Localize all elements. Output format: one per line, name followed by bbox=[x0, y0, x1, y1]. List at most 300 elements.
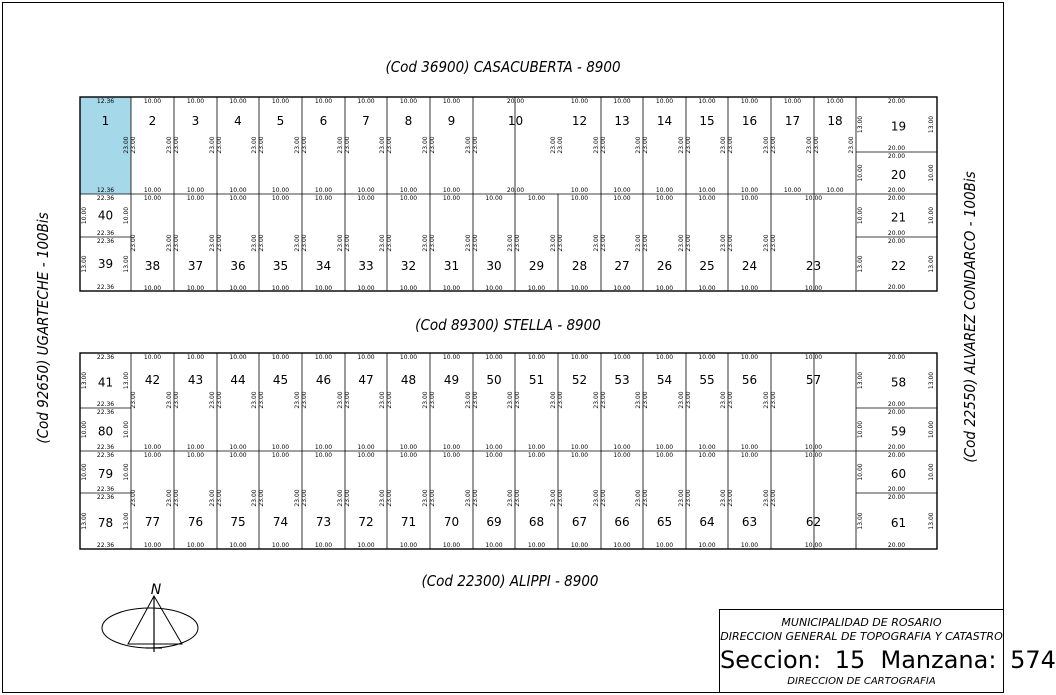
dimension-label: 20.00 bbox=[506, 187, 525, 194]
dimension-label: 23.00 bbox=[678, 391, 685, 409]
dimension-label: 10.00 bbox=[314, 98, 333, 105]
dimension-label: 23.00 bbox=[763, 489, 770, 507]
dimension-label: 10.00 bbox=[928, 420, 935, 439]
dimension-label: 22.36 bbox=[96, 284, 115, 291]
dimension-label: 23.00 bbox=[635, 489, 642, 507]
dimension-label: 10.00 bbox=[928, 463, 935, 481]
lot-number: 74 bbox=[272, 515, 289, 529]
lot-number: 67 bbox=[571, 515, 588, 529]
dimension-label: 10.00 bbox=[527, 354, 546, 361]
dimension-label: 23.00 bbox=[173, 489, 180, 507]
dimension-label: 10.00 bbox=[485, 195, 503, 202]
dimension-label: 20.00 bbox=[887, 238, 906, 245]
dimension-label: 23.00 bbox=[550, 136, 557, 154]
dimension-label: 23.00 bbox=[166, 391, 173, 409]
manzana-value: 574 bbox=[1010, 646, 1056, 674]
dimension-label: 10.00 bbox=[698, 452, 716, 459]
lot-number: 13 bbox=[614, 114, 630, 128]
lot-number: 3 bbox=[191, 114, 200, 128]
dimension-label: 10.00 bbox=[186, 195, 205, 202]
lot-number: 38 bbox=[144, 259, 161, 273]
dimension-label: 23.00 bbox=[216, 391, 223, 409]
dimension-label: 23.00 bbox=[678, 489, 685, 507]
dimension-label: 10.00 bbox=[485, 452, 503, 459]
dimension-label: 23.00 bbox=[258, 136, 265, 154]
dimension-label: 10.00 bbox=[314, 354, 333, 361]
lot-number: 66 bbox=[614, 515, 630, 529]
seccion-label: Seccion: bbox=[720, 646, 822, 674]
dimension-label: 12.36 bbox=[96, 187, 115, 194]
lot-number: 7 bbox=[362, 114, 370, 128]
dimension-label: 23.00 bbox=[344, 136, 351, 154]
dimension-label: 10.00 bbox=[271, 187, 290, 194]
dimension-label: 10.00 bbox=[186, 452, 205, 459]
lot-number: 55 bbox=[699, 373, 715, 387]
dimension-label: 13.00 bbox=[928, 371, 935, 390]
dimension-label: 10.00 bbox=[442, 187, 461, 194]
lot-number: 62 bbox=[805, 515, 822, 529]
compass-n-label: N bbox=[150, 582, 162, 598]
dimension-label: 23.00 bbox=[344, 391, 351, 409]
lot-number: 52 bbox=[571, 373, 588, 387]
dimension-label: 10.00 bbox=[442, 542, 461, 549]
dimension-label: 23.00 bbox=[209, 234, 216, 252]
dimension-label: 23.00 bbox=[465, 234, 472, 252]
dimension-label: 20.00 bbox=[887, 452, 906, 459]
dimension-label: 10.00 bbox=[271, 195, 290, 202]
dimension-label: 22.36 bbox=[96, 409, 115, 416]
lot-number: 34 bbox=[315, 259, 332, 273]
dimension-label: 10.00 bbox=[527, 444, 546, 451]
lot-number: 18 bbox=[827, 114, 843, 128]
lot-number: 37 bbox=[187, 259, 204, 273]
dimension-label: 23.00 bbox=[635, 234, 642, 252]
north-arrow bbox=[102, 582, 198, 652]
dimension-label: 10.00 bbox=[804, 542, 823, 549]
lot-number: 48 bbox=[400, 373, 417, 387]
lot-number: 72 bbox=[358, 515, 374, 529]
dimension-label: 23.00 bbox=[763, 391, 770, 409]
dimension-label: 10.00 bbox=[740, 354, 759, 361]
lot-number: 26 bbox=[656, 259, 673, 273]
dimension-label: 23.00 bbox=[635, 136, 642, 154]
dimension-label: 20.00 bbox=[887, 409, 906, 416]
dimension-label: 22.36 bbox=[96, 401, 115, 408]
dimension-label: 22.36 bbox=[96, 230, 115, 237]
dimension-label: 13.00 bbox=[928, 512, 935, 530]
block-top bbox=[80, 97, 937, 292]
dimension-label: 23.00 bbox=[301, 234, 308, 252]
dimension-label: 23.00 bbox=[593, 136, 600, 154]
dimension-label: 23.00 bbox=[173, 234, 180, 252]
dimension-label: 23.00 bbox=[770, 391, 777, 409]
dimension-label: 23.00 bbox=[173, 391, 180, 409]
dimension-label: 10.00 bbox=[186, 98, 205, 105]
dimension-label: 23.00 bbox=[507, 391, 514, 409]
dimension-label: 10.00 bbox=[485, 542, 503, 549]
dimension-label: 23.00 bbox=[514, 391, 521, 409]
dimension-label: 23.00 bbox=[209, 391, 216, 409]
dimension-label: 23.00 bbox=[685, 489, 692, 507]
dimension-label: 23.00 bbox=[763, 136, 770, 154]
dimension-label: 22.36 bbox=[96, 486, 115, 493]
dimension-label: 23.00 bbox=[472, 234, 479, 252]
dimension-label: 20.00 bbox=[887, 195, 906, 202]
dimension-label: 23.00 bbox=[642, 136, 649, 154]
dimension-label: 10.00 bbox=[186, 187, 205, 194]
lot-number: 28 bbox=[571, 259, 588, 273]
dimension-label: 10.00 bbox=[123, 206, 130, 225]
dimension-label: 23.00 bbox=[727, 391, 734, 409]
dimension-label: 10.00 bbox=[399, 187, 418, 194]
dimension-label: 23.00 bbox=[301, 391, 308, 409]
dimension-label: 10.00 bbox=[314, 285, 333, 292]
dimension-label: 10.00 bbox=[613, 187, 631, 194]
dimension-label: 13.00 bbox=[123, 371, 130, 390]
lot-number: 50 bbox=[486, 373, 502, 387]
dimension-label: 23.00 bbox=[379, 136, 386, 154]
dimension-label: 10.00 bbox=[399, 542, 418, 549]
dimension-label: 10.00 bbox=[229, 542, 247, 549]
dimension-label: 10.00 bbox=[698, 354, 716, 361]
dimension-label: 23.00 bbox=[685, 136, 692, 154]
dimension-label: 23.00 bbox=[209, 136, 216, 154]
street-middle-label: (Cod 89300) STELLA - 8900 bbox=[415, 316, 601, 334]
lot-number: 22 bbox=[890, 259, 907, 273]
dimension-label: 10.00 bbox=[804, 195, 823, 202]
lot-number: 39 bbox=[97, 257, 114, 271]
dimension-label: 23.00 bbox=[770, 234, 777, 252]
dimension-label: 10.00 bbox=[229, 285, 247, 292]
lot-number: 70 bbox=[443, 515, 460, 529]
dimension-label: 23.00 bbox=[130, 234, 137, 252]
dimension-label: 20.00 bbox=[887, 542, 906, 549]
lot-number: 47 bbox=[358, 373, 374, 387]
dimension-label: 10.00 bbox=[442, 444, 461, 451]
dimension-label: 23.00 bbox=[685, 391, 692, 409]
dimension-label: 10.00 bbox=[399, 98, 418, 105]
dimension-label: 23.00 bbox=[770, 136, 777, 154]
dimension-label: 10.00 bbox=[143, 195, 162, 202]
dimension-label: 23.00 bbox=[763, 234, 770, 252]
dimension-label: 23.00 bbox=[727, 136, 734, 154]
dimension-label: 23.00 bbox=[472, 136, 479, 154]
dimension-label: 10.00 bbox=[357, 285, 375, 292]
dimension-label: 23.00 bbox=[422, 234, 429, 252]
lot-number: 12 bbox=[571, 114, 588, 128]
dimension-label: 20.00 bbox=[506, 98, 525, 105]
dimension-label: 23.00 bbox=[251, 136, 258, 154]
lot-number: 57 bbox=[805, 373, 822, 387]
lot-number: 35 bbox=[272, 259, 289, 273]
dimension-label: 23.00 bbox=[130, 136, 137, 154]
dimension-label: 22.36 bbox=[96, 195, 115, 202]
dimension-label: 10.00 bbox=[186, 354, 205, 361]
dimension-label: 10.00 bbox=[399, 195, 418, 202]
dimension-label: 10.00 bbox=[740, 285, 759, 292]
dimension-label: 10.00 bbox=[399, 285, 418, 292]
compass-ellipse bbox=[102, 608, 198, 648]
lot-number: 58 bbox=[890, 375, 907, 390]
dimension-label: 22.36 bbox=[96, 238, 115, 245]
dimension-label: 23.00 bbox=[557, 489, 564, 507]
lot-number: 16 bbox=[741, 114, 758, 128]
dimension-label: 13.00 bbox=[81, 512, 88, 530]
dimension-label: 23.00 bbox=[422, 136, 429, 154]
dimension-label: 23.00 bbox=[514, 234, 521, 252]
dimension-label: 10.00 bbox=[570, 285, 589, 292]
dimension-label: 20.00 bbox=[887, 494, 906, 501]
dimension-label: 10.00 bbox=[655, 354, 674, 361]
title-block bbox=[719, 609, 1056, 693]
dimension-label: 13.00 bbox=[857, 371, 864, 390]
dimension-label: 20.00 bbox=[887, 230, 906, 237]
lot-number: 29 bbox=[528, 259, 545, 273]
dimension-label: 10.00 bbox=[613, 542, 631, 549]
lot-number: 40 bbox=[97, 208, 114, 223]
dimension-label: 23.00 bbox=[337, 489, 344, 507]
dimension-label: 10.00 bbox=[229, 187, 247, 194]
dimension-label: 10.00 bbox=[186, 542, 205, 549]
street-east-label: (Cod 22550) ALVAREZ CONDARCO - 100Bis bbox=[961, 171, 979, 463]
dimension-label: 10.00 bbox=[804, 285, 823, 292]
dimension-label: 10.00 bbox=[442, 354, 461, 361]
dimension-label: 13.00 bbox=[928, 255, 935, 273]
street-west-label: (Cod 92650) UGARTECHE - 100Bis bbox=[34, 212, 52, 444]
dimension-label: 23.00 bbox=[422, 391, 429, 409]
dimension-label: 23.00 bbox=[465, 489, 472, 507]
dimension-label: 12.36 bbox=[96, 98, 115, 105]
dimension-label: 10.00 bbox=[442, 452, 461, 459]
lot-number: 69 bbox=[486, 515, 502, 529]
dimension-label: 10.00 bbox=[271, 354, 290, 361]
dimension-label: 23.00 bbox=[379, 489, 386, 507]
dimension-label: 10.00 bbox=[485, 354, 503, 361]
department-name: DIRECCION GENERAL DE TOPOGRAFIA Y CATASTRO bbox=[720, 630, 1003, 643]
dimension-label: 10.00 bbox=[357, 98, 375, 105]
lot-number: 75 bbox=[230, 515, 246, 529]
municipality-name: MUNICIPALIDAD DE ROSARIO bbox=[781, 616, 942, 629]
dimension-label: 10.00 bbox=[229, 452, 247, 459]
street-south-label: (Cod 22300) ALIPPI - 8900 bbox=[421, 572, 599, 590]
dimension-label: 23.00 bbox=[130, 489, 137, 507]
dimension-label: 10.00 bbox=[655, 187, 674, 194]
lot-number: 8 bbox=[404, 114, 413, 128]
dimension-label: 10.00 bbox=[928, 164, 935, 182]
dimension-label: 23.00 bbox=[678, 234, 685, 252]
lot-number: 17 bbox=[784, 114, 801, 128]
dimension-label: 10.00 bbox=[229, 354, 247, 361]
dimension-label: 10.00 bbox=[857, 463, 864, 481]
dimension-label: 10.00 bbox=[570, 187, 589, 194]
dimension-label: 20.00 bbox=[887, 187, 906, 194]
lot-number: 51 bbox=[528, 373, 545, 387]
dimension-label: 20.00 bbox=[887, 98, 906, 105]
dimension-label: 23.00 bbox=[593, 234, 600, 252]
dimension-label: 10.00 bbox=[357, 195, 375, 202]
dimension-label: 23.00 bbox=[507, 234, 514, 252]
dimension-label: 10.00 bbox=[740, 444, 759, 451]
dimension-label: 23.00 bbox=[593, 489, 600, 507]
lot-number: 31 bbox=[443, 259, 460, 273]
dimension-label: 10.00 bbox=[357, 354, 375, 361]
lot-number: 19 bbox=[890, 119, 907, 134]
dimension-label: 23.00 bbox=[209, 489, 216, 507]
dimension-label: 23.00 bbox=[550, 234, 557, 252]
dimension-label: 23.00 bbox=[294, 136, 301, 154]
lot-number: 54 bbox=[656, 373, 673, 387]
dimension-label: 10.00 bbox=[442, 195, 461, 202]
dimension-label: 23.00 bbox=[123, 136, 130, 154]
dimension-label: 10.00 bbox=[857, 420, 864, 439]
dimension-label: 10.00 bbox=[570, 444, 589, 451]
dimension-label: 23.00 bbox=[642, 391, 649, 409]
dimension-label: 23.00 bbox=[720, 489, 727, 507]
dimension-label: 23.00 bbox=[678, 136, 685, 154]
lot-number: 60 bbox=[890, 467, 907, 481]
dimension-label: 23.00 bbox=[770, 489, 777, 507]
lot-number: 44 bbox=[230, 373, 246, 387]
lot-number: 46 bbox=[315, 373, 332, 387]
dimension-label: 23.00 bbox=[251, 489, 258, 507]
dimension-label: 10.00 bbox=[826, 98, 844, 105]
lot-number: 80 bbox=[97, 424, 114, 439]
dimension-label: 10.00 bbox=[570, 542, 589, 549]
dimension-label: 10.00 bbox=[229, 444, 247, 451]
lot-number: 59 bbox=[890, 424, 907, 439]
dimension-label: 13.00 bbox=[857, 255, 864, 273]
dimension-label: 23.00 bbox=[557, 391, 564, 409]
dimension-label: 23.00 bbox=[258, 234, 265, 252]
lot-number: 1 bbox=[101, 114, 110, 128]
dimension-label: 10.00 bbox=[740, 195, 759, 202]
dimension-label: 10.00 bbox=[783, 187, 802, 194]
dimension-label: 13.00 bbox=[81, 255, 88, 273]
dimension-label: 23.00 bbox=[550, 489, 557, 507]
dimension-label: 23.00 bbox=[422, 489, 429, 507]
lot-number: 65 bbox=[656, 515, 673, 529]
dimension-label: 10.00 bbox=[186, 444, 205, 451]
dimension-label: 23.00 bbox=[720, 391, 727, 409]
dimension-label: 10.00 bbox=[143, 542, 162, 549]
dimension-label: 10.00 bbox=[570, 195, 589, 202]
dimension-label: 23.00 bbox=[130, 391, 137, 409]
dimension-label: 23.00 bbox=[720, 136, 727, 154]
dimension-label: 23.00 bbox=[514, 489, 521, 507]
dimension-label: 23.00 bbox=[806, 136, 813, 154]
lot-number: 30 bbox=[486, 259, 502, 273]
lot-number: 63 bbox=[741, 515, 758, 529]
lot-number: 6 bbox=[319, 114, 328, 128]
dimension-label: 23.00 bbox=[258, 489, 265, 507]
dimension-label: 23.00 bbox=[386, 234, 393, 252]
dimension-label: 10.00 bbox=[570, 354, 589, 361]
dimension-label: 10.00 bbox=[314, 542, 333, 549]
lot-number: 43 bbox=[187, 373, 204, 387]
dimension-label: 10.00 bbox=[570, 452, 589, 459]
dimension-label: 10.00 bbox=[655, 444, 674, 451]
lot-number: 4 bbox=[234, 114, 242, 128]
dimension-label: 23.00 bbox=[600, 489, 607, 507]
dimension-label: 10.00 bbox=[527, 452, 546, 459]
lot-number: 42 bbox=[144, 373, 161, 387]
seccion-value: 15 bbox=[834, 646, 866, 674]
dimension-label: 10.00 bbox=[314, 187, 333, 194]
dimension-label: 10.00 bbox=[698, 187, 716, 194]
dimension-label: 10.00 bbox=[928, 206, 935, 225]
dimension-label: 20.00 bbox=[887, 486, 906, 493]
dimension-label: 10.00 bbox=[357, 444, 375, 451]
lot-number: 10 bbox=[507, 114, 524, 128]
dimension-label: 10.00 bbox=[613, 195, 631, 202]
dimension-label: 10.00 bbox=[143, 98, 162, 105]
dimension-label: 23.00 bbox=[344, 234, 351, 252]
dimension-label: 23.00 bbox=[386, 391, 393, 409]
lot-number: 32 bbox=[400, 259, 417, 273]
lot-number: 56 bbox=[741, 373, 758, 387]
dimension-label: 22.36 bbox=[96, 444, 115, 451]
dimension-label: 10.00 bbox=[613, 98, 631, 105]
section-block-id bbox=[720, 646, 1056, 674]
lot-number: 24 bbox=[741, 259, 758, 273]
dimension-label: 13.00 bbox=[123, 255, 130, 273]
dimension-label: 22.36 bbox=[96, 494, 115, 501]
dimension-label: 23.00 bbox=[337, 136, 344, 154]
dimension-label: 20.00 bbox=[887, 145, 906, 152]
dimension-label: 23.00 bbox=[600, 136, 607, 154]
dimension-label: 10.00 bbox=[655, 285, 674, 292]
dimension-label: 10.00 bbox=[271, 452, 290, 459]
lot-number: 2 bbox=[148, 114, 157, 128]
dimension-label: 13.00 bbox=[857, 512, 864, 530]
dimension-label: 23.00 bbox=[600, 234, 607, 252]
dimension-label: 10.00 bbox=[570, 98, 589, 105]
dimension-label: 23.00 bbox=[294, 489, 301, 507]
dimension-label: 10.00 bbox=[527, 542, 546, 549]
dimension-label: 22.36 bbox=[96, 354, 115, 361]
lot-number: 78 bbox=[97, 516, 114, 530]
dimension-label: 23.00 bbox=[642, 234, 649, 252]
dimension-label: 23.00 bbox=[386, 136, 393, 154]
dimension-label: 10.00 bbox=[857, 164, 864, 182]
dimension-label: 23.00 bbox=[550, 391, 557, 409]
dimension-label: 10.00 bbox=[229, 98, 247, 105]
dimension-label: 23.00 bbox=[685, 234, 692, 252]
dimension-label: 10.00 bbox=[357, 187, 375, 194]
dimension-label: 10.00 bbox=[613, 452, 631, 459]
lot-number: 33 bbox=[358, 259, 374, 273]
dimension-label: 23.00 bbox=[216, 234, 223, 252]
dimension-label: 10.00 bbox=[804, 444, 823, 451]
dimension-label: 10.00 bbox=[81, 206, 88, 225]
dimension-label: 10.00 bbox=[442, 98, 461, 105]
dimension-label: 23.00 bbox=[429, 136, 436, 154]
lot-number: 45 bbox=[272, 373, 289, 387]
manzana-label: Manzana: bbox=[880, 646, 997, 674]
dimension-label: 10.00 bbox=[186, 285, 205, 292]
lot-number: 20 bbox=[890, 168, 907, 182]
dimension-label: 23.00 bbox=[386, 489, 393, 507]
dimension-label: 10.00 bbox=[271, 285, 290, 292]
lot-number: 21 bbox=[890, 210, 907, 225]
dimension-label: 10.00 bbox=[123, 420, 130, 439]
dimension-label: 23.00 bbox=[166, 489, 173, 507]
lot-number: 14 bbox=[656, 114, 673, 128]
dimension-label: 23.00 bbox=[642, 489, 649, 507]
dimension-label: 10.00 bbox=[698, 195, 716, 202]
dimension-label: 13.00 bbox=[123, 512, 130, 530]
dimension-label: 20.00 bbox=[887, 153, 906, 160]
